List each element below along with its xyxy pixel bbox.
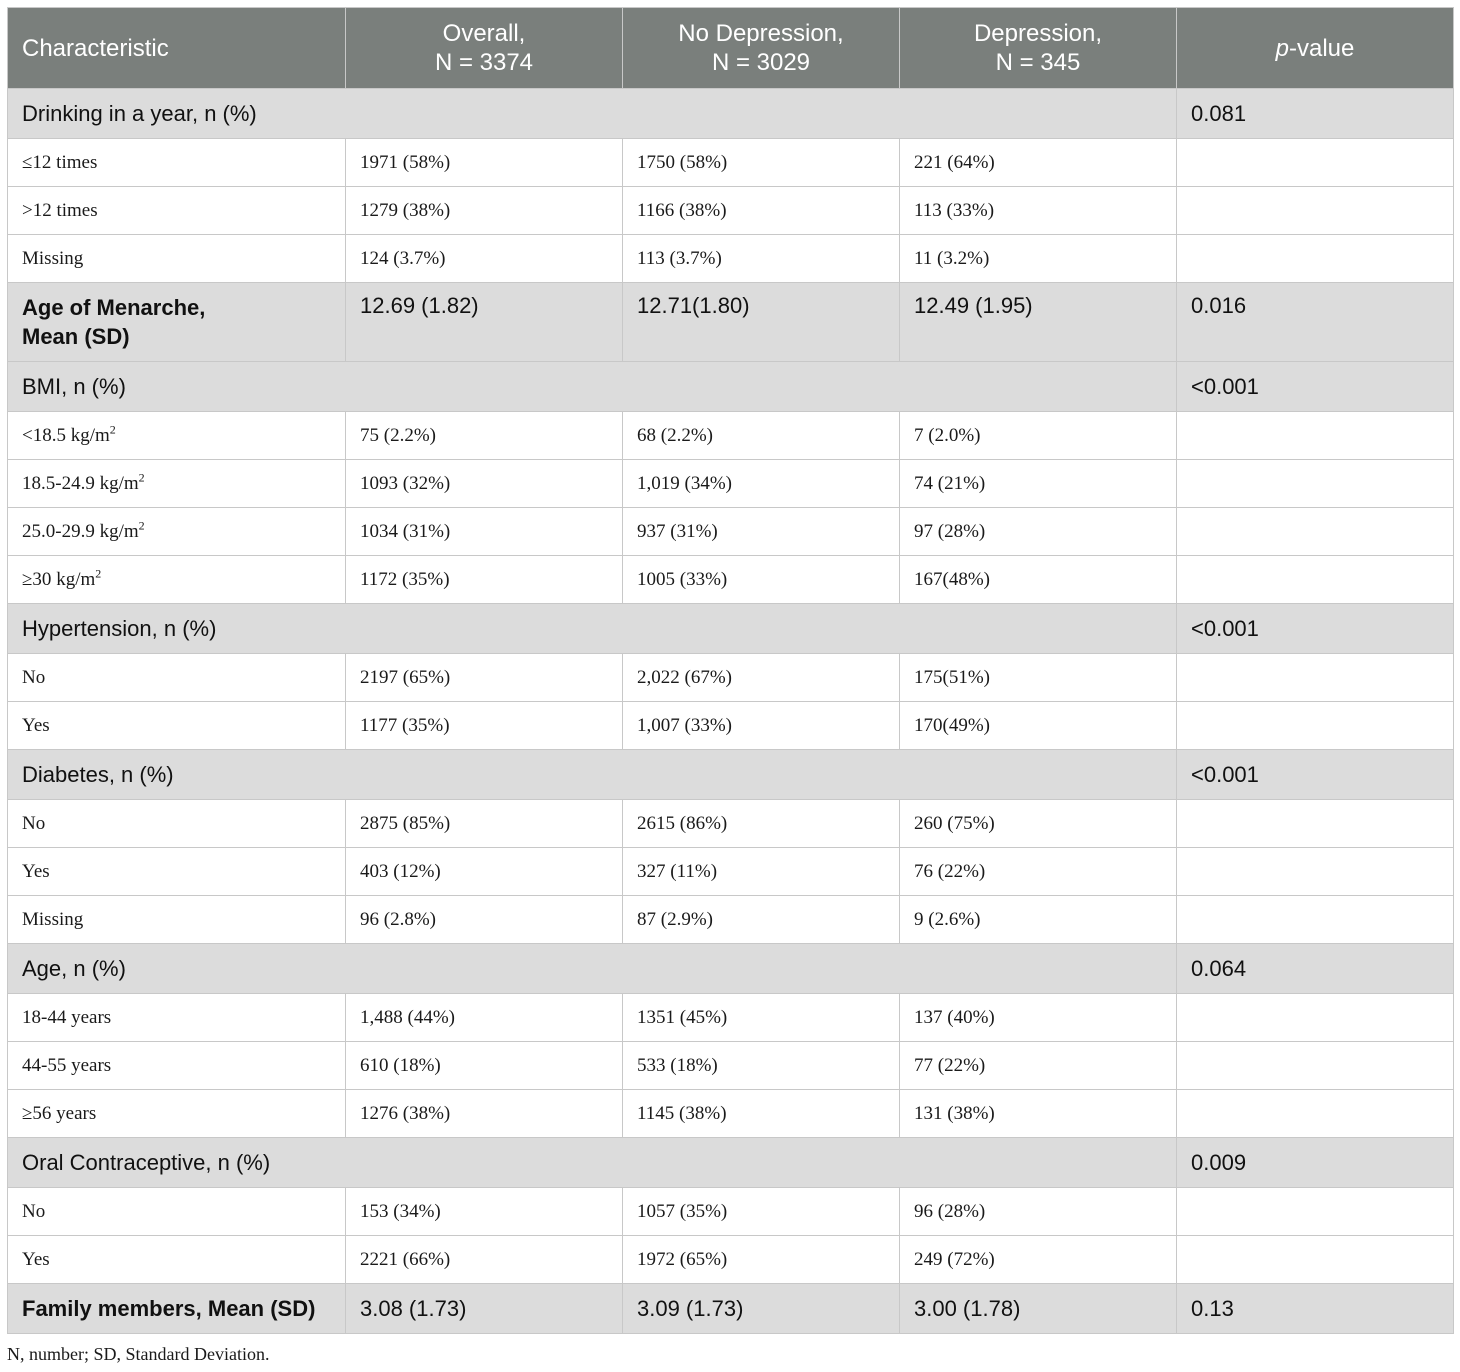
cell-p-value	[1177, 1090, 1454, 1138]
bmi-unit-exponent: 2	[138, 518, 145, 533]
table-row	[8, 1090, 1454, 1138]
table-row	[8, 139, 1454, 187]
cell-p-value	[1177, 654, 1454, 702]
cell-overall: 1279 (38%)	[346, 187, 623, 235]
section-p-value: 0.009	[1177, 1138, 1454, 1188]
header-depression-line1: Depression,	[973, 20, 1103, 47]
section-row-bmi	[8, 362, 1454, 412]
row-label: ≤12 times	[8, 139, 346, 187]
cell-p-value	[1177, 800, 1454, 848]
row-label	[8, 556, 346, 604]
cell-overall: 12.69 (1.82)	[346, 283, 623, 362]
bmi-unit-exponent: 2	[138, 470, 145, 485]
cell-depression: 113 (33%)	[900, 187, 1177, 235]
table-row	[8, 235, 1454, 283]
table-row	[8, 1042, 1454, 1090]
stat-label-line1: Age of Menarche,	[22, 295, 206, 320]
cell-depression: 97 (28%)	[900, 508, 1177, 556]
section-p-value: <0.001	[1177, 604, 1454, 654]
cell-depression: 131 (38%)	[900, 1090, 1177, 1138]
cell-depression: 9 (2.6%)	[900, 896, 1177, 944]
section-p-value: <0.001	[1177, 362, 1454, 412]
cell-no-depression: 2,022 (67%)	[623, 654, 900, 702]
cell-p-value	[1177, 235, 1454, 283]
cell-no-depression: 113 (3.7%)	[623, 235, 900, 283]
cell-no-depression: 327 (11%)	[623, 848, 900, 896]
cell-no-depression: 12.71(1.80)	[623, 283, 900, 362]
cell-p-value	[1177, 896, 1454, 944]
bmi-unit: kg/m	[56, 568, 96, 590]
header-overall	[346, 8, 623, 89]
cell-depression: 77 (22%)	[900, 1042, 1177, 1090]
cell-p-value	[1177, 702, 1454, 750]
cell-depression: 96 (28%)	[900, 1188, 1177, 1236]
cell-p-value	[1177, 848, 1454, 896]
row-label: Missing	[8, 896, 346, 944]
cell-p-value	[1177, 508, 1454, 556]
table-row	[8, 460, 1454, 508]
cell-no-depression: 68 (2.2%)	[623, 412, 900, 460]
characteristics-table	[7, 7, 1454, 1334]
section-row-oral-contraceptive	[8, 1138, 1454, 1188]
cell-overall: 96 (2.8%)	[346, 896, 623, 944]
cell-depression: 221 (64%)	[900, 139, 1177, 187]
cell-p-value	[1177, 412, 1454, 460]
cell-no-depression: 1145 (38%)	[623, 1090, 900, 1138]
stat-label	[8, 283, 346, 362]
section-label: Hypertension, n (%)	[8, 604, 1177, 654]
table-row	[8, 1236, 1454, 1284]
header-row	[8, 8, 1454, 89]
cell-depression: 167(48%)	[900, 556, 1177, 604]
row-label: 18-44 years	[8, 994, 346, 1042]
cell-no-depression: 1,007 (33%)	[623, 702, 900, 750]
section-p-value: <0.001	[1177, 750, 1454, 800]
header-p-rest: -value	[1288, 34, 1355, 62]
cell-overall: 1093 (32%)	[346, 460, 623, 508]
cell-p-value	[1177, 1236, 1454, 1284]
table-row	[8, 896, 1454, 944]
cell-no-depression: 937 (31%)	[623, 508, 900, 556]
cell-overall: 1276 (38%)	[346, 1090, 623, 1138]
cell-overall: 153 (34%)	[346, 1188, 623, 1236]
cell-no-depression: 87 (2.9%)	[623, 896, 900, 944]
section-label: Drinking in a year, n (%)	[8, 89, 1177, 139]
table-row	[8, 412, 1454, 460]
bmi-unit: kg/m	[99, 520, 139, 542]
cell-depression: 7 (2.0%)	[900, 412, 1177, 460]
row-label	[8, 508, 346, 556]
cell-depression: 12.49 (1.95)	[900, 283, 1177, 362]
header-no-depression	[623, 8, 900, 89]
cell-overall: 75 (2.2%)	[346, 412, 623, 460]
cell-overall: 610 (18%)	[346, 1042, 623, 1090]
bmi-range: 25.0-29.9	[22, 520, 95, 542]
stat-row-menarche	[8, 283, 1454, 362]
table-row	[8, 654, 1454, 702]
cell-overall: 2197 (65%)	[346, 654, 623, 702]
header-overall-line1: Overall,	[442, 20, 526, 47]
cell-no-depression: 1166 (38%)	[623, 187, 900, 235]
bmi-range: ≥30	[22, 568, 52, 590]
section-row-diabetes	[8, 750, 1454, 800]
cell-overall: 2221 (66%)	[346, 1236, 623, 1284]
cell-overall: 1034 (31%)	[346, 508, 623, 556]
table-row	[8, 508, 1454, 556]
table-row	[8, 1188, 1454, 1236]
row-label: ≥56 years	[8, 1090, 346, 1138]
cell-no-depression: 1,019 (34%)	[623, 460, 900, 508]
cell-depression: 170(49%)	[900, 702, 1177, 750]
table-footnote: N, number; SD, Standard Deviation.	[7, 1344, 270, 1364]
section-row-age	[8, 944, 1454, 994]
section-row-hypertension	[8, 604, 1454, 654]
table-row	[8, 556, 1454, 604]
cell-depression: 74 (21%)	[900, 460, 1177, 508]
cell-no-depression: 1750 (58%)	[623, 139, 900, 187]
row-label: No	[8, 800, 346, 848]
bmi-unit-exponent: 2	[95, 566, 102, 581]
row-label: Missing	[8, 235, 346, 283]
section-row-drinking	[8, 89, 1454, 139]
cell-p-value	[1177, 139, 1454, 187]
row-label	[8, 460, 346, 508]
row-label: 44-55 years	[8, 1042, 346, 1090]
table-row	[8, 800, 1454, 848]
bmi-unit-exponent: 2	[109, 422, 116, 437]
table-row	[8, 848, 1454, 896]
cell-depression: 249 (72%)	[900, 1236, 1177, 1284]
cell-depression: 76 (22%)	[900, 848, 1177, 896]
cell-overall: 2875 (85%)	[346, 800, 623, 848]
cell-p-value	[1177, 187, 1454, 235]
cell-no-depression: 2615 (86%)	[623, 800, 900, 848]
row-label: Yes	[8, 1236, 346, 1284]
cell-p-value	[1177, 460, 1454, 508]
cell-p-value: 0.13	[1177, 1284, 1454, 1334]
bmi-unit: kg/m	[99, 472, 139, 494]
header-overall-line2: N = 3374	[434, 49, 534, 76]
cell-overall: 1971 (58%)	[346, 139, 623, 187]
cell-p-value: 0.016	[1177, 283, 1454, 362]
section-label: BMI, n (%)	[8, 362, 1177, 412]
cell-overall: 403 (12%)	[346, 848, 623, 896]
section-p-value: 0.081	[1177, 89, 1454, 139]
stat-label: Family members, Mean (SD)	[8, 1284, 346, 1334]
row-label: No	[8, 1188, 346, 1236]
cell-no-depression: 1057 (35%)	[623, 1188, 900, 1236]
row-label: >12 times	[8, 187, 346, 235]
bmi-range: 18.5-24.9	[22, 472, 95, 494]
header-depression	[900, 8, 1177, 89]
cell-depression: 137 (40%)	[900, 994, 1177, 1042]
header-no-depression-line2: N = 3029	[711, 49, 811, 76]
table-row	[8, 702, 1454, 750]
cell-depression: 260 (75%)	[900, 800, 1177, 848]
header-characteristic: Characteristic	[8, 8, 346, 89]
cell-no-depression: 3.09 (1.73)	[623, 1284, 900, 1334]
section-label: Diabetes, n (%)	[8, 750, 1177, 800]
cell-no-depression: 533 (18%)	[623, 1042, 900, 1090]
stat-row-family-members	[8, 1284, 1454, 1334]
cell-p-value	[1177, 556, 1454, 604]
cell-overall: 1177 (35%)	[346, 702, 623, 750]
header-no-depression-line1: No Depression,	[678, 20, 844, 47]
cell-depression: 175(51%)	[900, 654, 1177, 702]
cell-no-depression: 1972 (65%)	[623, 1236, 900, 1284]
header-p-value	[1177, 8, 1454, 89]
row-label: Yes	[8, 848, 346, 896]
row-label: Yes	[8, 702, 346, 750]
cell-overall: 1172 (35%)	[346, 556, 623, 604]
row-label	[8, 412, 346, 460]
bmi-unit: kg/m	[70, 424, 110, 446]
section-p-value: 0.064	[1177, 944, 1454, 994]
cell-depression: 11 (3.2%)	[900, 235, 1177, 283]
row-label: No	[8, 654, 346, 702]
cell-p-value	[1177, 1042, 1454, 1090]
header-depression-line2: N = 345	[995, 49, 1081, 76]
cell-no-depression: 1005 (33%)	[623, 556, 900, 604]
bmi-range: <18.5	[22, 424, 66, 446]
cell-no-depression: 1351 (45%)	[623, 994, 900, 1042]
section-label: Oral Contraceptive, n (%)	[8, 1138, 1177, 1188]
cell-overall: 124 (3.7%)	[346, 235, 623, 283]
cell-p-value	[1177, 1188, 1454, 1236]
table-row	[8, 187, 1454, 235]
cell-overall: 1,488 (44%)	[346, 994, 623, 1042]
cell-depression: 3.00 (1.78)	[900, 1284, 1177, 1334]
section-label: Age, n (%)	[8, 944, 1177, 994]
stat-label-line2: Mean (SD)	[22, 324, 130, 349]
table-row	[8, 994, 1454, 1042]
cell-overall: 3.08 (1.73)	[346, 1284, 623, 1334]
cell-p-value	[1177, 994, 1454, 1042]
header-p-italic: p	[1275, 34, 1289, 62]
